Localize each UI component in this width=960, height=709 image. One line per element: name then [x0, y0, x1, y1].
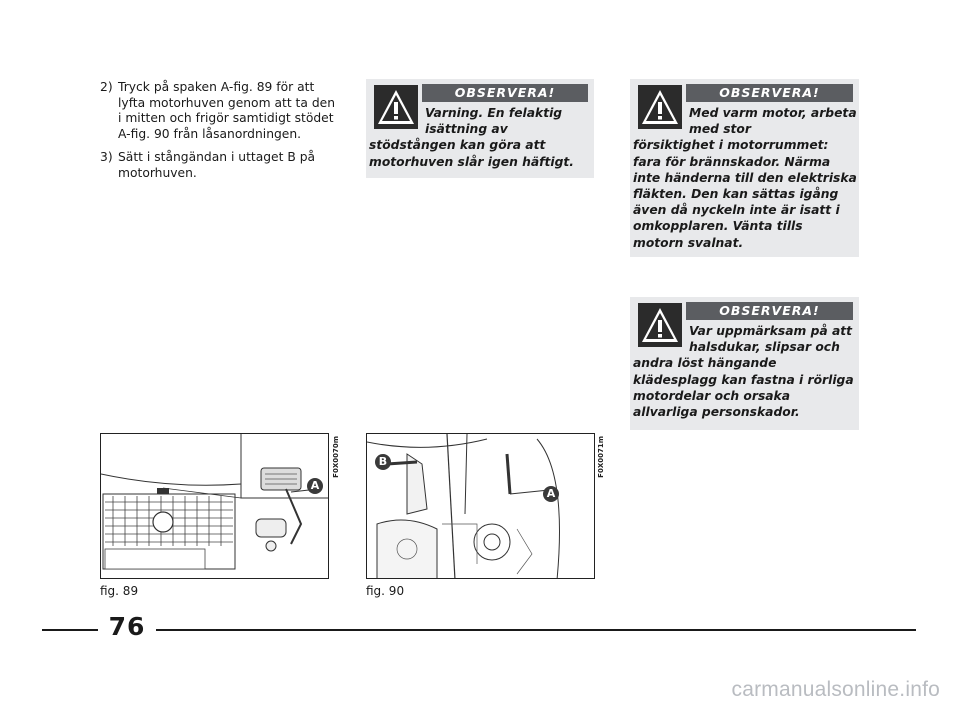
warning-text	[633, 105, 857, 251]
step-text: Sätt i stångändan i uttaget B på motorhuven.	[118, 150, 316, 180]
footer-rule-left	[42, 629, 98, 631]
step-item	[100, 80, 340, 142]
footer-rule-right	[156, 629, 916, 631]
warning-text	[633, 323, 857, 420]
warning-lead: Med varm motor, arbeta med stor	[689, 106, 857, 137]
figure-caption: fig. 89	[100, 584, 139, 598]
figure-90	[366, 433, 595, 579]
callout-label-a: A	[310, 479, 320, 492]
callout-label-a: A	[546, 487, 556, 500]
warning-badge: OBSERVERA!	[686, 84, 853, 102]
warning-box-1	[366, 79, 594, 178]
step-item	[100, 150, 340, 181]
warning-box-3	[630, 297, 859, 430]
step-text: Tryck på spaken A-fig. 89 för att lyfta motorhuven genom att ta den i mitten och frigör samtidigt stödet A-fig. 90 från låsanordningen.	[118, 80, 335, 141]
warning-box-2	[630, 79, 859, 257]
hood-lever-illustration	[101, 434, 329, 579]
warning-lead: Var uppmärksam på att halsdukar, slipsar och	[689, 324, 853, 355]
page-number: 76	[108, 612, 146, 641]
warning-text	[369, 105, 591, 170]
engine-bay-illustration	[367, 434, 595, 579]
step-number: 3)	[100, 150, 113, 165]
warning-rest: andra löst hängande klädesplagg kan fastna i rörliga motordelar och orsaka allvarliga personskador.	[633, 356, 854, 420]
figure-code: F0X0070m	[332, 436, 340, 478]
warning-lead: Varning. En felaktig isättning av	[425, 106, 563, 137]
warning-badge: OBSERVERA!	[686, 302, 853, 320]
warning-rest: försiktighet i motorrummet: fara för brännskador. Närma inte händerna till den elektriska fläkten. Den kan sättas igång även då nyckeln inte är isatt i omkopplaren. Vänta tills motorn svalnat.	[633, 138, 857, 250]
warning-rest: stödstången kan göra att motorhuven slår igen häftigt.	[369, 138, 574, 169]
figure-code: F0X0071m	[597, 436, 605, 478]
figure-caption: fig. 90	[366, 584, 405, 598]
watermark: carmanualsonline.info	[731, 678, 940, 701]
figure-89	[100, 433, 329, 579]
warning-badge: OBSERVERA!	[422, 84, 588, 102]
callout-label-b: B	[378, 455, 388, 468]
instruction-steps	[100, 80, 340, 190]
step-number: 2)	[100, 80, 113, 94]
